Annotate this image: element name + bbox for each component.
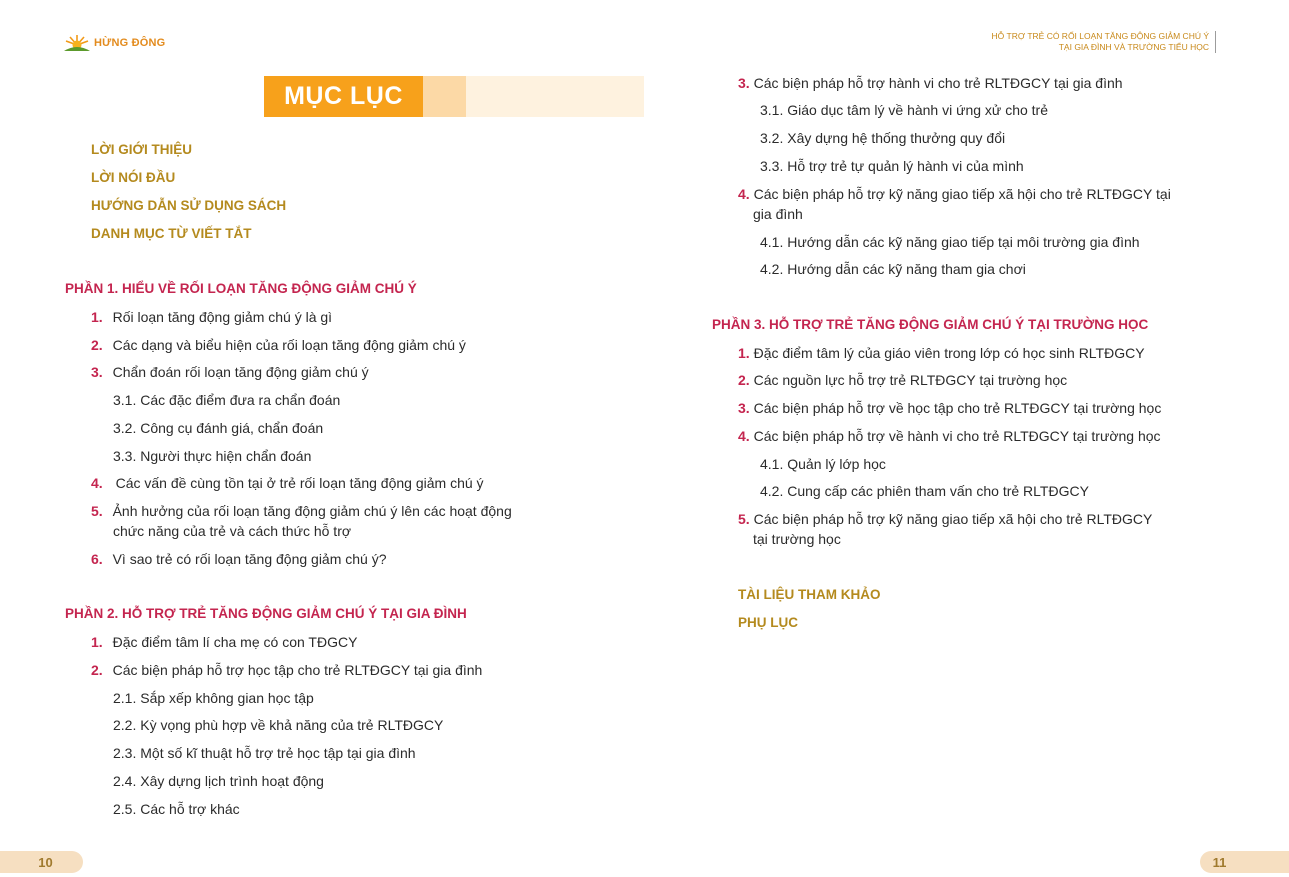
toc-title-banner <box>264 76 644 117</box>
toc-item <box>738 509 1152 529</box>
toc-item <box>91 362 369 382</box>
toc-entry-preface: LỜI NÓI ĐẦU <box>91 170 176 185</box>
toc-subitem: 3.2. Công cụ đánh giá, chẩn đoán <box>113 420 324 436</box>
item-text: Rối loạn tăng động giảm chú ý là gì <box>112 309 333 325</box>
item-number: 3. <box>738 400 750 416</box>
toc-subitem: 4.2. Cung cấp các phiên tham vấn cho trẻ RLTĐGCY <box>760 483 1089 499</box>
toc-part-heading: PHẦN 1. HIỂU VỀ RỐI LOẠN TĂNG ĐỘNG GIẢM CHÚ Ý <box>65 281 417 296</box>
item-number: 2. <box>91 337 103 353</box>
toc-part-heading: PHẦN 2. HỖ TRỢ TRẺ TĂNG ĐỘNG GIẢM CHÚ Ý TẠI GIA ĐÌNH <box>65 606 467 621</box>
item-text-continuation: chức năng của trẻ và cách thức hỗ trợ <box>113 523 352 539</box>
item-number: 6. <box>91 551 103 567</box>
toc-item <box>91 501 512 521</box>
running-header-line: HỖ TRỢ TRẺ CÓ RỐI LOẠN TĂNG ĐỘNG GIẢM CHÚ Ý <box>991 31 1209 41</box>
item-text-continuation: gia đình <box>753 206 803 222</box>
toc-subitem: 3.3. Hỗ trợ trẻ tự quản lý hành vi của mình <box>760 158 1024 174</box>
toc-subitem: 3.2. Xây dựng hệ thống thưởng quy đổi <box>760 130 1006 146</box>
item-number: 5. <box>91 503 103 519</box>
toc-item <box>738 398 1161 418</box>
item-text: Các nguồn lực hỗ trợ trẻ RLTĐGCY tại trường học <box>753 372 1068 388</box>
toc-entry-guide: HƯỚNG DẪN SỬ DỤNG SÁCH <box>91 198 287 213</box>
toc-item <box>91 473 484 493</box>
item-number: 4. <box>738 428 750 444</box>
toc-entry-abbreviations: DANH MỤC TỪ VIẾT TẮT <box>91 226 252 241</box>
toc-subitem: 3.1. Giáo dục tâm lý về hành vi ứng xử cho trẻ <box>760 102 1048 118</box>
publisher-logo <box>62 32 165 54</box>
item-text: Các biện pháp hỗ trợ về học tập cho trẻ RLTĐGCY tại trường học <box>753 400 1162 416</box>
toc-part-heading: PHẦN 3. HỖ TRỢ TRẺ TĂNG ĐỘNG GIẢM CHÚ Ý TẠI TRƯỜNG HỌC <box>712 317 1149 332</box>
item-text: Các biện pháp hỗ trợ kỹ năng giao tiếp xã hội cho trẻ RLTĐGCY tại <box>753 186 1171 202</box>
toc-item <box>91 660 482 680</box>
item-number: 3. <box>91 364 103 380</box>
toc-subitem: 4.2. Hướng dẫn các kỹ năng tham gia chơi <box>760 261 1026 277</box>
item-number: 4. <box>738 186 750 202</box>
toc-subitem: 2.5. Các hỗ trợ khác <box>113 801 240 817</box>
item-text: Các biện pháp hỗ trợ học tập cho trẻ RLTĐGCY tại gia đình <box>112 662 483 678</box>
running-header <box>992 31 1216 53</box>
item-text: Chẩn đoán rối loạn tăng động giảm chú ý <box>112 364 369 380</box>
item-text: Các dạng và biểu hiện của rối loạn tăng động giảm chú ý <box>112 337 466 353</box>
toc-entry-references: TÀI LIỆU THAM KHẢO <box>738 587 881 602</box>
toc-item <box>738 73 1123 93</box>
item-text: Đặc điểm tâm lí cha mẹ có con TĐGCY <box>112 634 358 650</box>
item-number: 3. <box>738 75 750 91</box>
toc-item <box>738 343 1145 363</box>
toc-subitem: 2.4. Xây dựng lịch trình hoạt động <box>113 773 324 789</box>
item-number: 5. <box>738 511 750 527</box>
toc-item <box>91 307 332 327</box>
item-text: Các biện pháp hỗ trợ kỹ năng giao tiếp xã hội cho trẻ RLTĐGCY <box>753 511 1153 527</box>
item-number: 1. <box>738 345 750 361</box>
toc-subitem: 3.3. Người thực hiện chẩn đoán <box>113 448 312 464</box>
page-number-left: 10 <box>0 851 83 873</box>
toc-subitem: 2.2. Kỳ vọng phù hợp về khả năng của trẻ RLTĐGCY <box>113 717 444 733</box>
toc-entry-appendix: PHỤ LỤC <box>738 615 798 630</box>
toc-entry-introduction: LỜI GIỚI THIỆU <box>91 142 193 157</box>
toc-item <box>738 184 1171 204</box>
item-number: 2. <box>91 662 103 678</box>
toc-subitem: 3.1. Các đặc điểm đưa ra chẩn đoán <box>113 392 341 408</box>
toc-subitem: 4.1. Quản lý lớp học <box>760 456 886 472</box>
item-text: Các vấn đề cùng tồn tại ở trẻ rối loạn tăng động giảm chú ý <box>115 475 484 491</box>
item-text-continuation: tại trường học <box>753 531 841 547</box>
logo-text: HỪNG ĐÔNG <box>94 37 166 49</box>
item-text: Vì sao trẻ có rối loạn tăng động giảm chú ý? <box>112 551 387 567</box>
item-text: Đặc điểm tâm lý của giáo viên trong lớp có học sinh RLTĐGCY <box>753 345 1145 361</box>
toc-item <box>91 632 357 652</box>
toc-item <box>91 549 387 569</box>
item-number: 4. <box>91 475 103 491</box>
item-text: Các biện pháp hỗ trợ về hành vi cho trẻ RLTĐGCY tại trường học <box>753 428 1161 444</box>
item-number: 1. <box>91 634 103 650</box>
banner-accent <box>423 76 466 117</box>
sunrise-logo-icon <box>62 33 92 53</box>
item-text: Các biện pháp hỗ trợ hành vi cho trẻ RLTĐGCY tại gia đình <box>753 75 1123 91</box>
item-number: 2. <box>738 372 750 388</box>
running-header-line: TẠI GIA ĐÌNH VÀ TRƯỜNG TIỂU HỌC <box>1058 42 1209 52</box>
banner-accent <box>466 76 644 117</box>
toc-item <box>91 335 466 355</box>
toc-item <box>738 426 1161 446</box>
toc-item <box>738 370 1067 390</box>
item-text: Ảnh hưởng của rối loạn tăng động giảm chú ý lên các hoạt động <box>112 503 512 519</box>
toc-subitem: 2.1. Sắp xếp không gian học tập <box>113 690 314 706</box>
page-number-right: 11 <box>1200 851 1289 873</box>
item-number: 1. <box>91 309 103 325</box>
toc-subitem: 2.3. Một số kĩ thuật hỗ trợ trẻ học tập tại gia đình <box>113 745 416 761</box>
toc-subitem: 4.1. Hướng dẫn các kỹ năng giao tiếp tại môi trường gia đình <box>760 234 1140 250</box>
page-title: MỤC LỤC <box>264 76 423 117</box>
